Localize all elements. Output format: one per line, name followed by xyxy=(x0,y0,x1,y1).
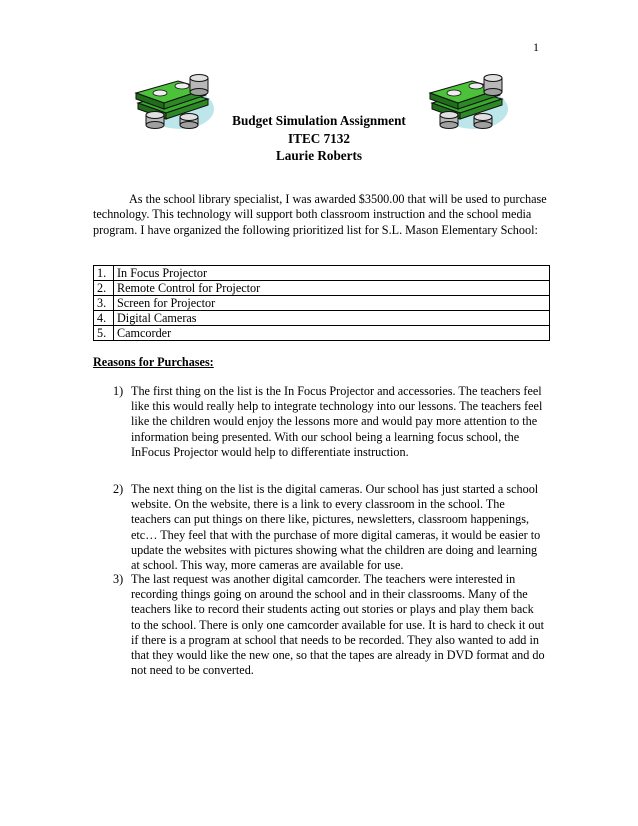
reason-marker: 1) xyxy=(113,384,124,398)
table-row xyxy=(94,296,550,311)
title-block xyxy=(200,112,438,165)
table-row xyxy=(94,326,550,341)
reason-item xyxy=(113,572,545,678)
item-label: Screen for Projector xyxy=(114,296,550,311)
reason-marker: 3) xyxy=(113,572,124,586)
item-label: In Focus Projector xyxy=(114,266,550,281)
item-number: 5. xyxy=(94,326,114,341)
table-row xyxy=(94,311,550,326)
document-title: Budget Simulation Assignment xyxy=(232,113,406,128)
page-number: 1 xyxy=(533,40,539,54)
course-code: ITEC 7132 xyxy=(288,130,350,146)
item-number: 4. xyxy=(94,311,114,326)
item-label: Remote Control for Projector xyxy=(114,281,550,296)
reason-text: The next thing on the list is the digital cameras. Our school has just started a school website. On the website, there is a link to every classroom in the school. The teachers can put things on there like, pictures, newsletters, classroom happenings, etc… They feel that with the purchase of more digital cameras, it would be easier to update the websites with pictures showing what the children are doing and learning at school. This way, more cameras are available for use. xyxy=(131,482,541,573)
priority-list-table xyxy=(93,265,550,341)
item-number: 3. xyxy=(94,296,114,311)
reason-marker: 2) xyxy=(113,482,124,496)
reason-item xyxy=(113,482,545,573)
intro-paragraph: As the school library specialist, I was awarded $3500.00 that will be used to purchase technology. This technology will support both classroom instruction and the school media program. I have organized the following prioritized list for S.L. Mason Elementary School: xyxy=(93,192,547,237)
money-stack-icon xyxy=(426,73,510,131)
item-label: Digital Cameras xyxy=(114,311,550,326)
item-number: 1. xyxy=(94,266,114,281)
table-row xyxy=(94,281,550,296)
table-row xyxy=(94,266,550,281)
reason-item xyxy=(113,384,545,460)
reasons-heading: Reasons for Purchases: xyxy=(93,355,214,369)
author-name: Laurie Roberts xyxy=(275,148,363,163)
item-number: 2. xyxy=(94,281,114,296)
reason-text: The last request was another digital camcorder. The teachers were interested in recording things going on around the school and in their classrooms. Many of the teachers like to record their students acting out stories or plays and play them back to the school. There is only one camcorder available for use. It is hard to check it out if there is a program at school that needs to be recorded. They also wanted to add in that they would like the new one, so that the tapes are already in DVD format and do not need to be converted. xyxy=(131,572,545,678)
reason-text: The first thing on the list is the In Focus Projector and accessories. The teachers feel like this would really help to integrate technology into our lessons. The teachers feel like the children would enjoy the lessons more and would pay more attention to the information being presented. With our school being a learning focus school, the InFocus Projector would help to differentiate instruction. xyxy=(131,384,543,459)
item-label: Camcorder xyxy=(114,326,550,341)
